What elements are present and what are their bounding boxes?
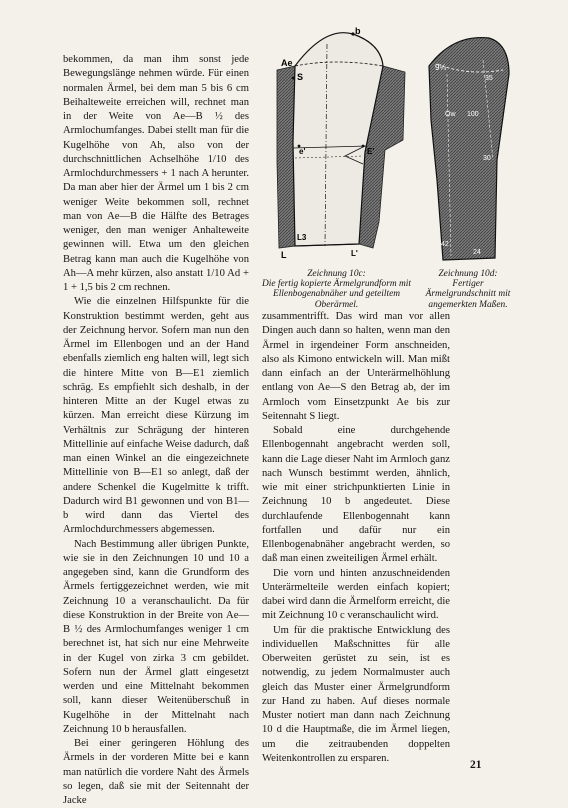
measure-label: Ow [445,111,456,118]
paragraph: Um für die praktische Entwicklung des individuellen Maßschnittes für alle Oberweiten gerüstet zu sein, ist es notwendig, zu jedem Normalmuster auch gleich das Muster einer Ärmelgrundform zur Hand zu haben. Auf dieses normale Muster notiert man dann nach Zeichnung 10 d die Hauptmaße, die im Ärmel liegen, um die zeitraubenden doppelten Weitenkontrollen zu ersparen. [262,624,450,764]
caption-title: Zeichnung 10d: [438,269,498,279]
point-label-e1: e' [299,147,306,156]
paragraph: zusammentrifft. Das wird man vor allen Dingen auch dann so halten, wenn man den Ärmel in irgendeiner Form anschneiden, also als Kimono entwickeln will. Man mißt dann einfach an der Unterärmelhöhlung entlang von Ae—S den Betrag ab, der im Armloch vom Einsetzpunkt Ae bis zur Seitennaht S liegt. [262,311,450,422]
figure-caption-10d [420,269,516,310]
right-text-column [262,310,450,766]
caption-text: Fertiger Ärmelgrundschnitt mit angemerkten Maßen. [425,279,511,310]
point-label-s: S [297,72,304,82]
paragraph: Sobald eine durchgehende Ellenbogennaht angebracht werden soll, kann die Lage dieser Naht im Armloch ganz nach Wunsch bestimmt werden, ähnlich, wie mit einer strichpunktierten Linie in Zeichnung 10 b angedeutet. Diese durchlaufende Ellenbogennaht kann fortfallen und dafür nur ein Ellenbogenabnäher angebracht werden, so daß man einen zweiteiligen Ärmel erhält. [262,425,450,565]
paragraph: Wie die einzelnen Hilfspunkte für die Konstruktion bestimmt werden, geht aus der Zeichnung hervor. Sofern man nun den Ärmel im Ellenbogen und an der Hand ebenfalls ziemlich eng halten will, legt sich die hintere Mitte von B—E1 ziemlich schräg. Es empfiehlt sich deshalb, in der hinteren Mitte an der Kugel etwas zu kürzen. Man erreicht diese Kürzung im Verhältnis zur Schrägung der hinteren Mittellinie auf einfache Weise dadurch, daß man einen Winkel an die eingezeichnete Mittellinie von B—E1 so anlegt, daß der andere Schenkel die Kugelmitte k trifft. Dadurch wird B1 gewonnen und von B1—b wird dann das Viertel des Armlochdurchmessers abgemessen. [63,296,249,536]
point-label-l1: L' [351,249,358,258]
caption-text: Die fertig kopierte Ärmelgrundform mit Ellenbogenabnäher und geteiltem Oberärmel. [262,279,411,310]
sleeve-pattern-drawing-10c [255,22,418,266]
point-label-E1: E' [367,147,375,156]
measure-label: 100 [467,111,479,118]
paragraph: Bei einer geringeren Höhlung des Ärmels in der vorderen Mitte bei e kann man natürlich die vordere Naht des Ärmels so legen, daß sie mit der Seitennaht der Jacke [63,738,249,806]
paragraph: Nach Bestimmung aller übrigen Punkte, wie sie in den Zeichnungen 10 und 10 a angegeben sind, kann die Grundform des Ärmels fertiggezeichnet werden, wie mit Zeichnung 10 a veranschaulicht. Da für diese Konstruktion in der Breite von Ae—B ½ des Armlochumfanges weniger 1 cm berechnet ist, hat sich nur eine Mehrweite in der Kugel von zirka 3 cm gebildet. Sofern nun der Ärmel glatt eingesetzt werden und eine Mittelnaht bekommen soll, kann dieser Weitenüberschuß in Kugelhöhe in der Mittelnaht nach Zeichnung 10 b herausfallen. [63,538,249,735]
point-label-l: L [281,250,287,260]
point-label-ae: Ae [281,58,293,68]
measure-label: 9¼ [435,63,447,72]
figure-caption-10c [255,269,418,310]
measure-label: 35 [485,75,493,82]
measure-label: 30 [483,155,491,162]
paragraph: Die vorn und hinten anzuschneidenden Unterärmelteile werden einfach kopiert; dabei wird dann die Ärmelform erreicht, die mit Zeichnung 10 c veranschaulicht wird. [262,567,450,622]
measure-label: 42 [441,241,449,248]
page-number: 21 [470,759,482,771]
point-label-l3: L3 [297,233,307,242]
paragraph: bekommen, da man ihm sonst jede Bewegungslänge nehmen würde. Für einen normalen Ärmel, bei dem man 5 bis 6 cm Beihalteweite erreichen will, rechnet man in der Weite von Ae—B ½ des Armlochumfanges. Dabei stellt man für die Kugelhöhe von Ah, also von der durchschnittlichen Achselhöhe 1/10 des Armlochdurchmessers + 1 nach A herunter. Da man aber hier der Ärmel um 1 bis 2 cm weniger Weite bekommen soll, rechnet man von Ae—B die Hälfte des Betrages weniger, den man weniger Anhalteweite gewinnen will. Etwa um den gleichen Betrag kann man auch die Kugelhöhe von Ah—A mehr kürzen, also anstatt 1/10 Ad + 1 + 1,5 bis 2 cm rechnen. [63,54,249,293]
left-text-column [63,53,249,808]
sleeve-pattern-drawing-10d [423,30,514,266]
point-label-b: b [355,26,361,36]
caption-title: Zeichnung 10c: [307,269,366,279]
measure-label: 24 [473,249,481,256]
